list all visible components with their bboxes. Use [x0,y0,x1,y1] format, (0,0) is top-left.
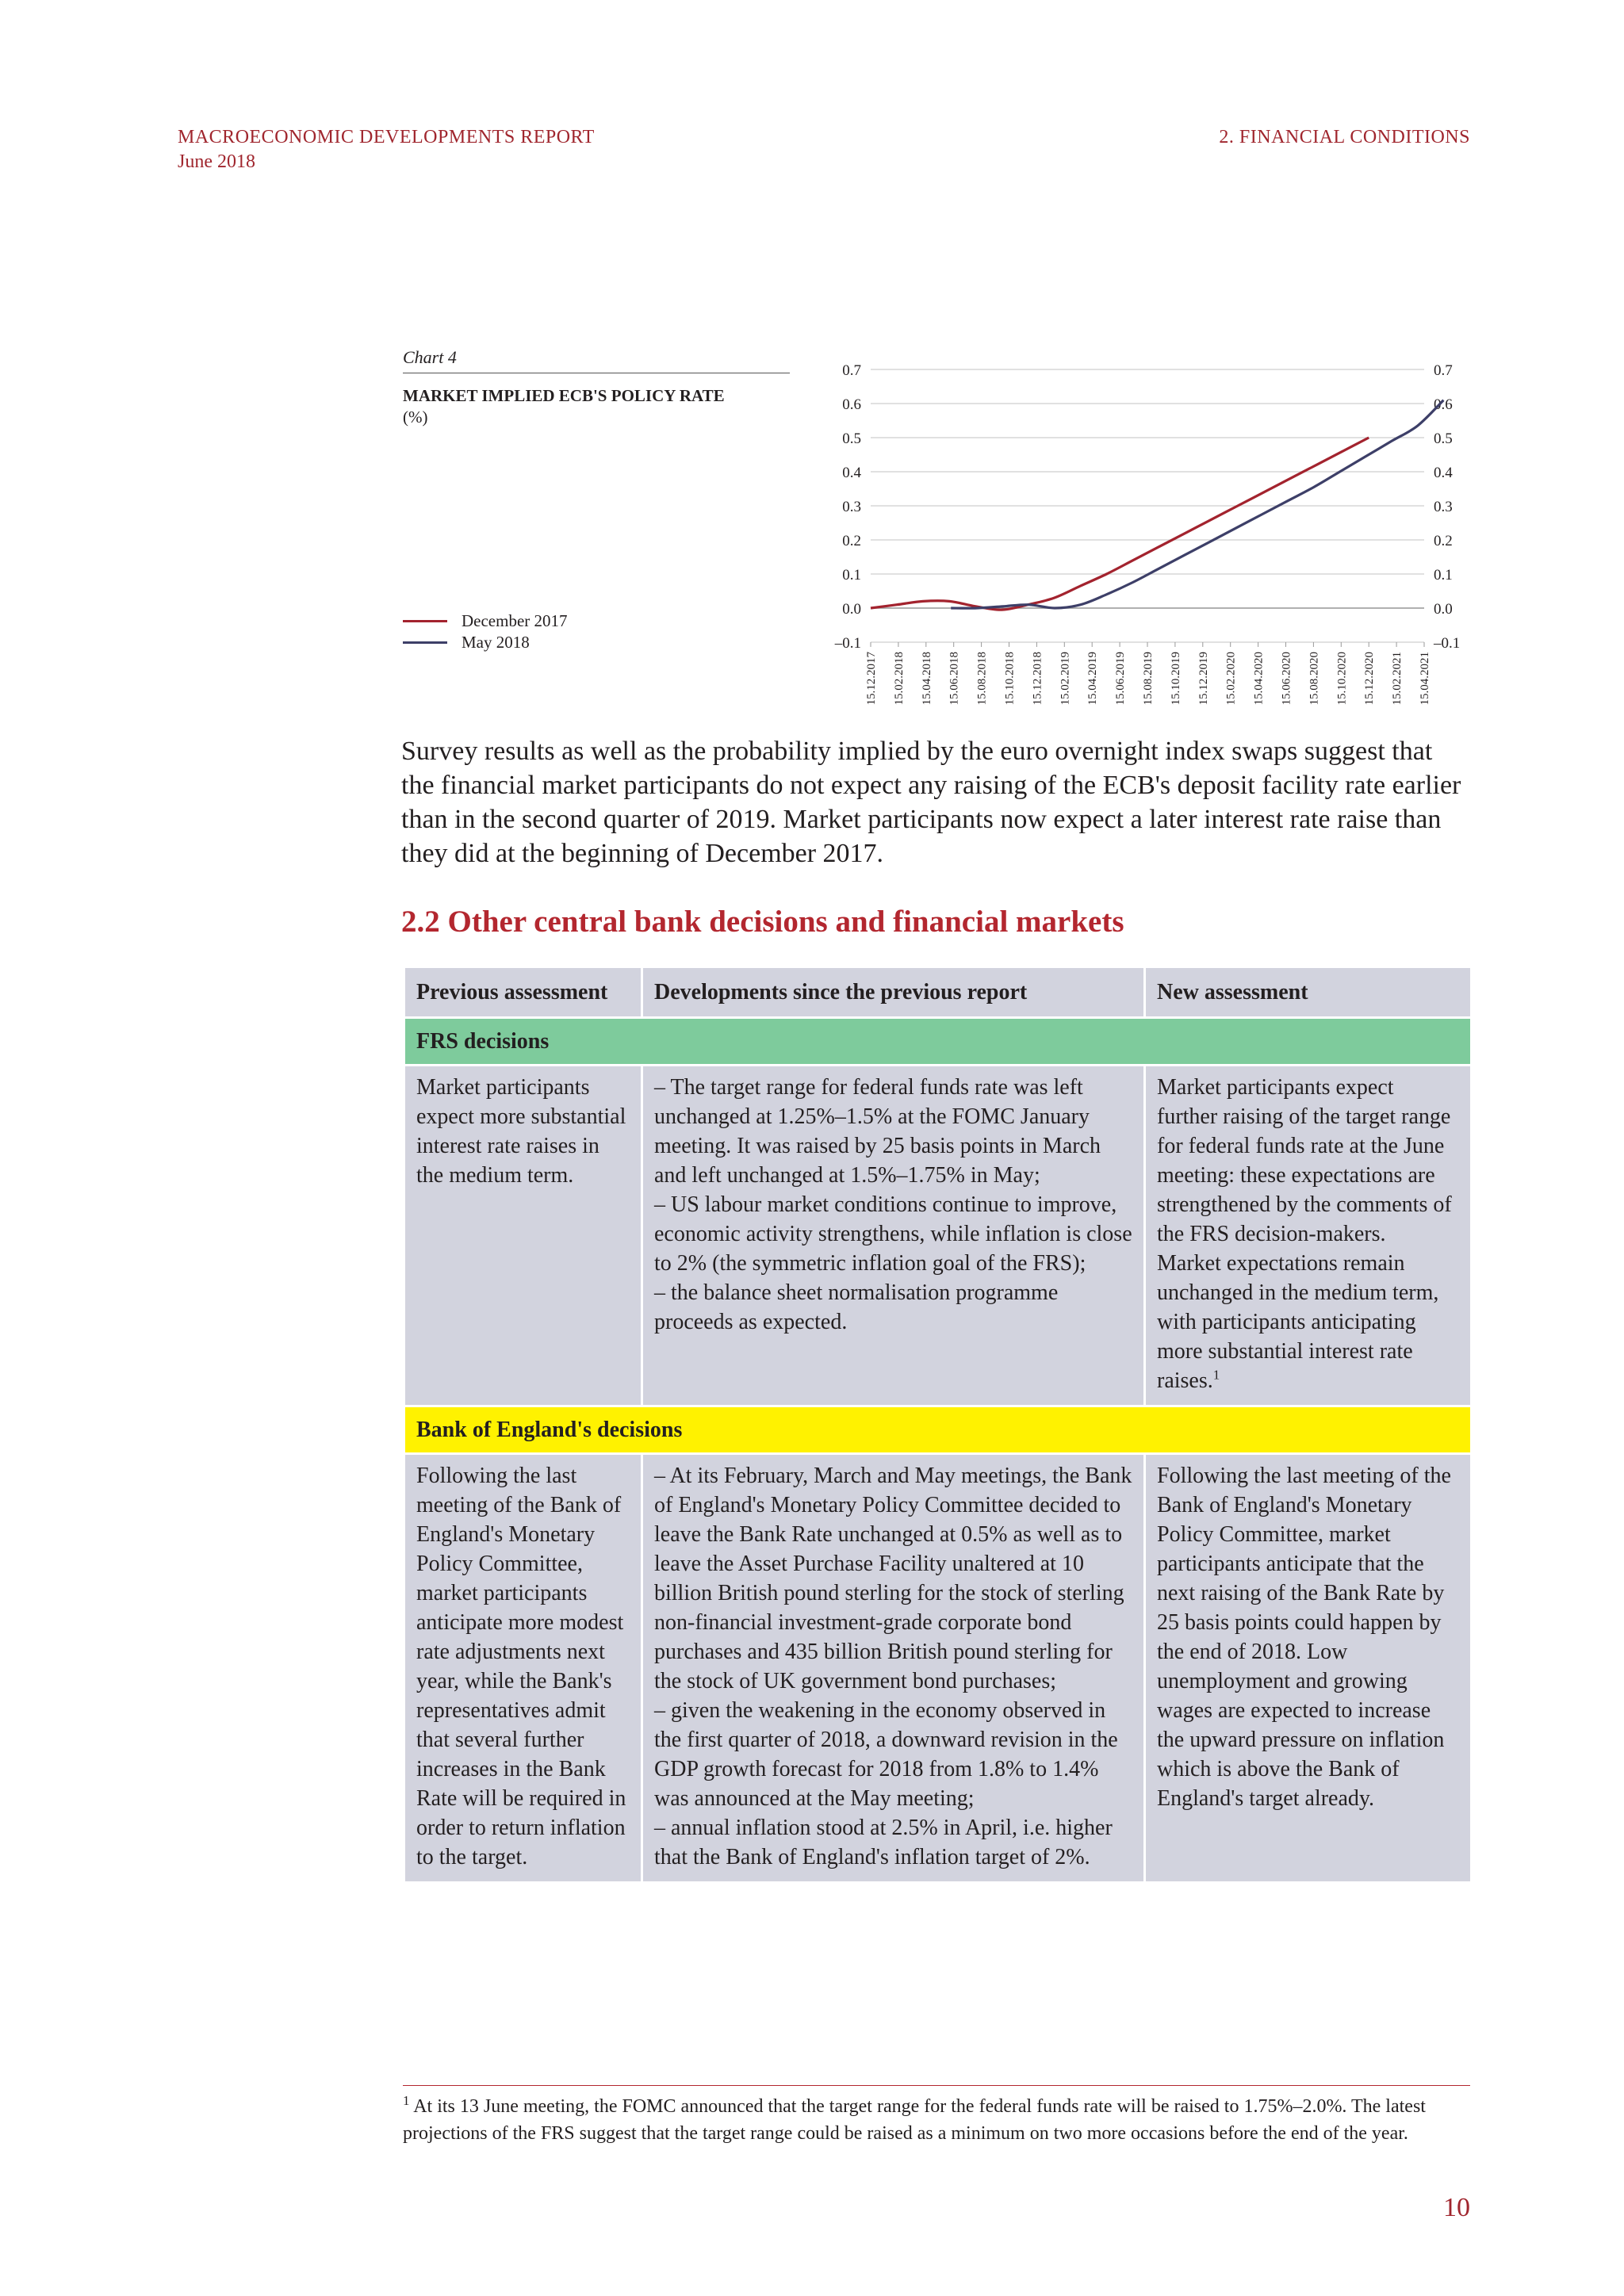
boe-developments [642,1454,1145,1883]
x-tick-label: 15.08.2018 [975,652,989,706]
footnote-mark: 1 [403,2093,410,2108]
x-tick-label: 15.10.2018 [1003,652,1017,706]
footnote-reference[interactable]: 1 [1212,1367,1220,1383]
frs-previous-assessment: Market participants expect more substantial interest rate raises in the medium term. [404,1066,642,1406]
x-tick-label: 15.02.2021 [1391,652,1404,706]
footnote-rule [403,2085,1470,2086]
report-header [178,127,595,173]
footnote-text: At its 13 June meeting, the FOMC announced that the target range for the federal funds rate will be raised to 1.75%–2.0%. The latest projections of the FRS suggest that the target range could be raised as a minimum on two more occasions before the end of the year. [403,2096,1426,2144]
policy-rate-chart [817,349,1475,721]
report-title: MACROECONOMIC DEVELOPMENTS REPORT [178,127,595,147]
x-tick-label: 15.06.2019 [1114,652,1128,706]
x-tick-label: 15.02.2019 [1059,652,1072,706]
legend-swatch-may-2018 [403,641,447,644]
report-date: June 2018 [178,151,255,172]
frs-development-item: – the balance sheet normalisation programme proceeds as expected. [654,1280,1059,1334]
chart-caption [403,347,790,427]
x-tick-label: 15.02.2020 [1224,652,1238,706]
section-heading: 2.2 Other central bank decisions and financial markets [401,905,1124,939]
y-tick-label-right: 0.2 [1434,533,1453,549]
y-tick-label-right: 0.1 [1434,567,1453,584]
x-tick-label: 15.04.2018 [920,652,933,706]
table-row-frs [404,1066,1472,1406]
table-row-boe [404,1454,1472,1883]
y-tick-label: 0.3 [842,499,861,515]
table-row-frs-title [404,1018,1472,1066]
y-tick-label-right: 0.7 [1434,362,1453,379]
y-tick-label: 0.5 [842,430,861,447]
table-header-row [404,967,1472,1018]
legend-item-may-2018 [403,632,568,653]
page-number: 10 [1443,2193,1470,2222]
x-tick-label: 15.06.2018 [948,652,961,706]
y-tick-label: 0.7 [842,362,861,379]
y-tick-label: 0.6 [842,396,861,413]
x-tick-label: 15.12.2020 [1363,652,1377,706]
y-tick-label-right: 0.5 [1434,430,1453,447]
header-previous-assessment: Previous assessment [404,967,642,1018]
frs-new-assessment-part-2 [1157,1249,1459,1395]
footnote [403,2093,1470,2147]
frs-new-assessment-text: Market expectations remain unchanged in the medium term, with participants anticipating more substantial interest rate raises. [1157,1251,1439,1393]
legend-item-december-2017 [403,610,568,632]
boe-section-title: Bank of England's decisions [404,1406,1472,1454]
x-tick-label: 15.12.2019 [1197,652,1210,706]
frs-new-assessment [1145,1066,1472,1406]
x-tick-label: 15.04.2020 [1252,652,1266,706]
frs-new-assessment-part-1: Market participants expect further raising of the target range for federal funds rate at the June meeting: these expectations are strengthened by the comments of the FRS decision-makers. [1157,1075,1452,1246]
assessment-table [403,966,1473,1884]
boe-development-item: – annual inflation stood at 2.5% in April, i.e. higher that the Bank of England's inflation target of 2%. [654,1816,1113,1869]
series-line-december-2017 [871,438,1369,610]
series-line-may-2018 [951,400,1443,608]
y-tick-label: 0.2 [842,533,861,549]
y-tick-label: 0.1 [842,567,861,584]
frs-developments [642,1066,1145,1406]
y-tick-label-right: 0.4 [1434,465,1453,481]
chart-number: Chart 4 [403,347,790,373]
y-tick-label-right: 0.3 [1434,499,1453,515]
boe-development-item: – At its February, March and May meetings, the Bank of England's Monetary Policy Committee decided to leave the Bank Rate unchanged at 0.5% as well as to leave the Asset Purchase Facility unaltered at 10 billion British pound sterling for the stock of sterling non-financial investment-grade corporate bond purchases and 435 billion British pound sterling for the stock of UK government bond purchases; [654,1464,1132,1693]
x-tick-label: 15.04.2021 [1419,652,1431,706]
frs-section-title: FRS decisions [404,1018,1472,1066]
y-tick-label: –0.1 [834,635,861,652]
x-tick-label: 15.06.2020 [1280,652,1293,706]
x-tick-label: 15.02.2018 [892,652,906,706]
boe-development-item: – given the weakening in the economy observed in the first quarter of 2018, a downward revision in the GDP growth forecast for 2018 from 1.8% to 1.4% was announced at the May meeting; [654,1698,1118,1811]
x-tick-label: 15.12.2018 [1031,652,1044,706]
boe-previous-assessment: Following the last meeting of the Bank of England's Monetary Policy Committee, market participants anticipate more modest rate adjustments next year, while the Bank's representatives admit that several further increases in the Bank Rate will be required in order to return inflation to the target. [404,1454,642,1883]
header-developments: Developments since the previous report [642,967,1145,1018]
y-tick-label: 0.4 [842,465,861,481]
chart-unit: (%) [403,408,428,427]
legend-swatch-december-2017 [403,620,447,622]
y-tick-label-right: 0.6 [1434,396,1453,413]
x-tick-label: 15.10.2019 [1169,652,1182,706]
x-tick-label: 15.08.2020 [1308,652,1321,706]
survey-paragraph: Survey results as well as the probability implied by the euro overnight index swaps suggest that the financial market participants do not expect any raising of the ECB's deposit facility rate earlier than in the second quarter of 2019. Market participants now expect a later interest rate raise than they did at the beginning of December 2017. [401,737,1461,868]
frs-development-item: – US labour market conditions continue to improve, economic activity strengthens, while inflation is close to 2% (the symmetric inflation goal of the FRS); [654,1192,1132,1276]
y-tick-label-right: 0.0 [1434,601,1453,618]
legend-label-may-2018: May 2018 [462,633,530,652]
x-tick-label: 15.08.2019 [1142,652,1155,706]
y-tick-label-right: –0.1 [1434,635,1461,652]
section-header: 2. FINANCIAL CONDITIONS [1219,127,1470,147]
legend-label-december-2017: December 2017 [462,611,568,630]
x-tick-label: 15.04.2019 [1086,652,1100,706]
frs-development-item: – The target range for federal funds rate was left unchanged at 1.25%–1.5% at the FOMC January meeting. It was raised by 25 basis points in March and left unchanged at 1.5%–1.75% in May; [654,1075,1101,1188]
boe-new-assessment: Following the last meeting of the Bank of England's Monetary Policy Committee, market participants anticipate that the next raising of the Bank Rate by 25 basis points could happen by the end of 2018. Low unemployment and growing wages are expected to increase the upward pressure on inflation which is above the Bank of England's target already. [1145,1454,1472,1883]
x-tick-label: 15.10.2020 [1335,652,1349,706]
chart-legend [403,610,568,653]
table-row-boe-title [404,1406,1472,1454]
header-new-assessment: New assessment [1145,967,1472,1018]
x-tick-label: 15.12.2017 [865,652,878,706]
chart-title: MARKET IMPLIED ECB'S POLICY RATE [403,386,725,405]
y-tick-label: 0.0 [842,601,861,618]
